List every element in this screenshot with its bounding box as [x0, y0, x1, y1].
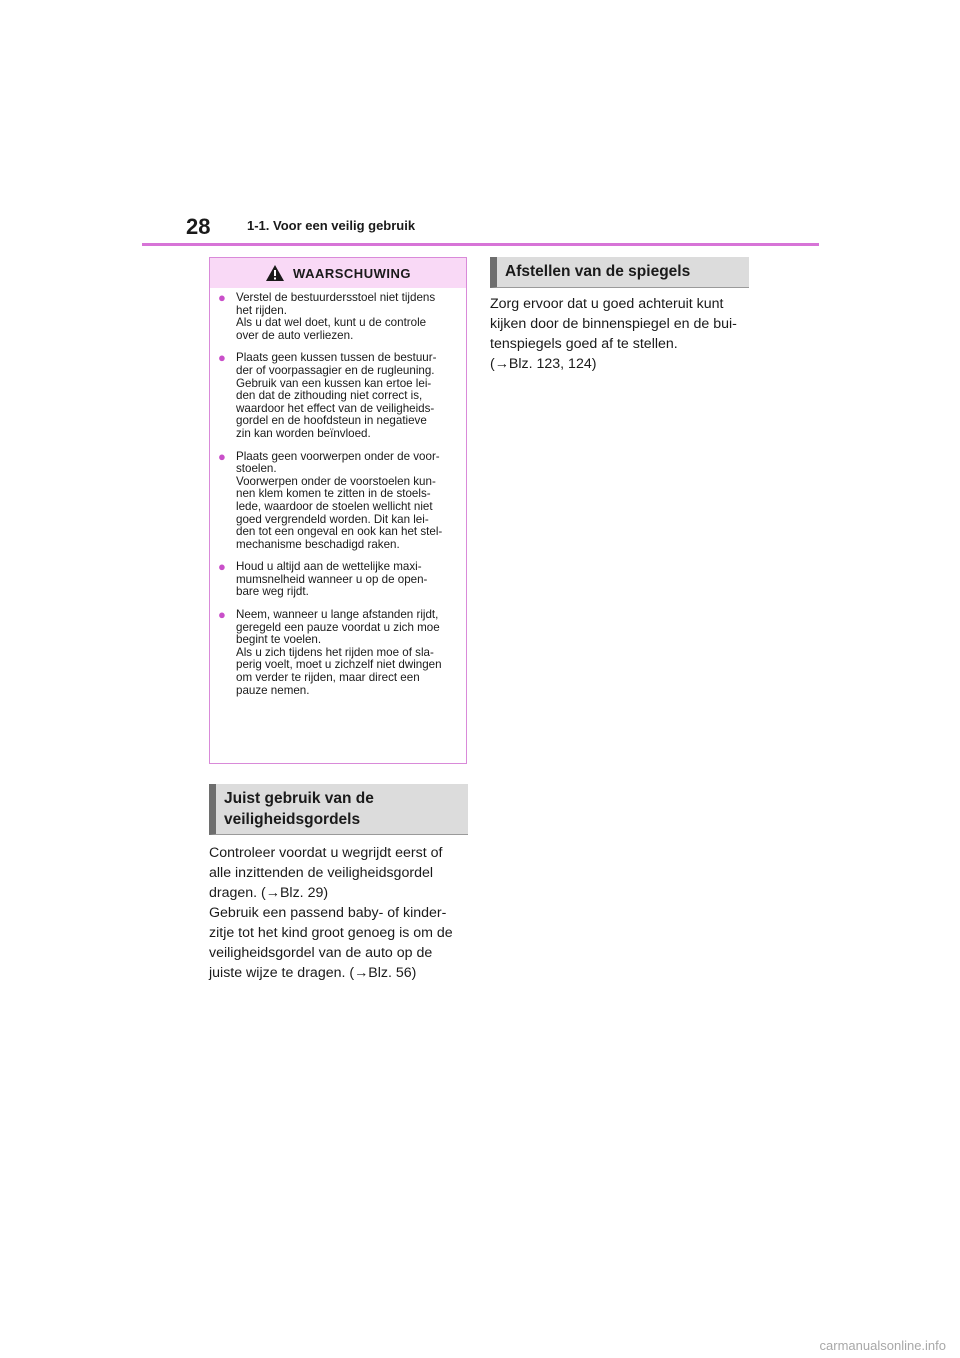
warning-item-text: Plaats geen kussen tussen de bestuur- der of voorpassagier en de rugleuning. Gebruik van een kussen kan ertoe lei- den dat de zithouding niet correct is, waardoor het effect van de veiligheids- gordel en de hoofdsteun in negatieve zin kan worden beïnvloed. [236, 351, 437, 440]
seatbelt-heading: Juist gebruik van de veiligheidsgordels [209, 784, 468, 835]
page-number: 28 [186, 214, 211, 239]
warning-item [218, 561, 458, 599]
warning-box [209, 257, 467, 764]
seatbelt-body: Controleer voordat u wegrijdt eerst of alle inzittenden de veiligheidsgordel dragen. (→Blz. 29) Gebruik een passend baby- of kinder- zitje tot het kind groot genoeg is om de veiligheidsgordel van de auto op de juiste wijze te dragen. (→Blz. 56) [209, 845, 453, 981]
bullet-icon: ● [218, 607, 226, 623]
warning-item [218, 352, 458, 440]
warning-header [210, 258, 466, 288]
warning-title: WAARSCHUWING [293, 265, 411, 281]
warning-item-text: Plaats geen voorwerpen onder de voor- stoelen. Voorwerpen onder de voorstoelen kun- nen klem komen te zitten in de stoels- lede, waardoor de stoelen wellicht niet goed vergrendeld worden. Dit kan lei- den tot een ongeval en ook kan het stel- mechanisme beschadigd raken. [236, 449, 443, 551]
warning-item [218, 448, 458, 552]
warning-item-text: Neem, wanneer u lange afstanden rijdt, geregeld een pauze voordat u zich moe begint te voelen. Als u zich tijdens het rijden moe of sla- perig voelt, moet u zichzelf niet dwingen om verder te rijden, maar direct een pauze nemen. [236, 608, 442, 697]
watermark: carmanualsonline.info [819, 1338, 946, 1353]
warning-item-text: Houd u altijd aan de wettelijke maxi- mumsnelheid wanneer u op de open- bare weg rijdt. [236, 560, 428, 599]
mirror-body: Zorg ervoor dat u goed achteruit kunt kijken door de binnenspiegel en de bui- tenspiegels goed af te stellen. (→Blz. 123, 124) [490, 296, 737, 372]
mirror-heading: Afstellen van de spiegels [490, 257, 749, 288]
bullet-icon: ● [218, 290, 226, 305]
warning-item [218, 609, 458, 697]
bullet-icon: ● [218, 350, 226, 366]
section-title: 1-1. Voor een veilig gebruik [247, 218, 416, 233]
warning-item-text: Verstel de bestuurdersstoel niet tijdens het rijden. Als u dat wel doet, kunt u de controle over de auto verliezen. [236, 291, 436, 342]
bullet-icon: ● [218, 448, 226, 464]
header-divider [142, 243, 819, 246]
warning-list [210, 288, 466, 697]
bullet-icon: ● [218, 559, 226, 575]
warning-triangle-icon [265, 264, 285, 282]
warning-item [218, 292, 458, 342]
